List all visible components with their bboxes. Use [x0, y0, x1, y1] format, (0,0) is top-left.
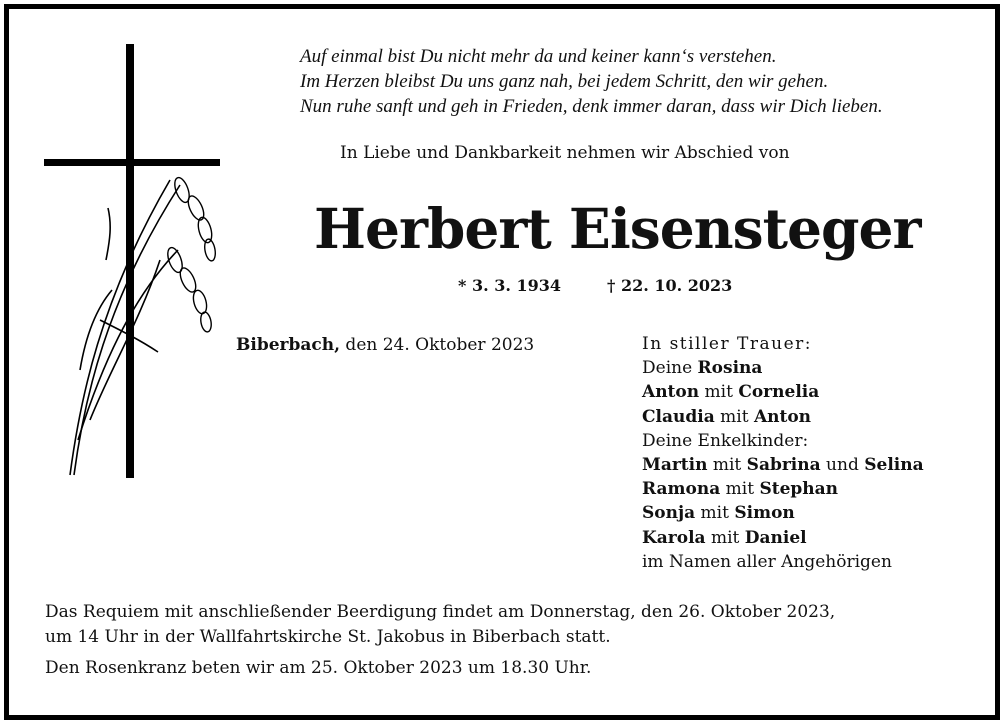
text: mit: [714, 406, 754, 427]
mourner-name: Stephan: [759, 479, 839, 500]
mourners-list: [642, 332, 924, 574]
text: und: [820, 455, 865, 476]
mourner-line: im Namen aller Angehörigen: [642, 551, 892, 572]
mourners-heading: In stiller Trauer:: [642, 334, 812, 354]
poem: [300, 44, 883, 119]
rosary-notice: Den Rosenkranz beten wir am 25. Oktober 2023 um 18.30 Uhr.: [45, 658, 592, 678]
mourner-line: [642, 501, 924, 525]
mourner-name: Anton: [753, 406, 812, 427]
mourner-name: Sonja: [642, 503, 696, 524]
funeral-notice: [45, 600, 835, 649]
mourner-line: [642, 405, 924, 429]
poem-line: Im Herzen bleibst Du uns ganz nah, bei jedem Schritt, den wir gehen.: [300, 71, 829, 92]
notice-line: Das Requiem mit anschließender Beerdigung findet am Donnerstag, den 26. Oktober 2023,: [45, 602, 836, 622]
text: mit: [720, 479, 760, 500]
mourner-line: [642, 453, 924, 477]
mourner-name: Claudia: [642, 406, 715, 427]
mourner-name: Karola: [642, 527, 706, 548]
mourner-line: [642, 477, 924, 501]
poem-line: Nun ruhe sanft und geh in Frieden, denk immer daran, dass wir Dich lieben.: [300, 96, 883, 117]
deceased-name: Herbert Eisensteger: [314, 196, 921, 261]
mourner-name: Cornelia: [738, 382, 820, 403]
mourner-line: [642, 526, 924, 550]
mourner-name: Anton: [642, 382, 700, 403]
mourner-name: Simon: [734, 503, 795, 524]
mourner-line: Deine Enkelkinder:: [642, 430, 809, 451]
mourner-name: Martin: [642, 455, 708, 476]
mourner-line: [642, 356, 924, 380]
notice-line: um 14 Uhr in der Wallfahrtskirche St. Jakobus in Biberbach statt.: [45, 626, 611, 647]
place: Biberbach,: [236, 335, 341, 355]
mourner-line: [642, 380, 924, 404]
text: Deine: [642, 358, 698, 379]
mourner-name: Sabrina: [746, 455, 821, 476]
cross-with-grain-icon: [40, 40, 230, 485]
death-date: † 22. 10. 2023: [607, 276, 733, 295]
text: mit: [705, 527, 745, 548]
date: den 24. Oktober 2023: [340, 335, 535, 355]
mourner-name: Daniel: [744, 527, 807, 548]
mourner-name: Selina: [864, 455, 924, 476]
poem-line: Auf einmal bist Du nicht mehr da und keiner kann‘s verstehen.: [300, 46, 777, 67]
text: mit: [699, 382, 739, 403]
mourner-name: Ramona: [642, 479, 721, 500]
text: mit: [707, 455, 747, 476]
farewell-intro: In Liebe und Dankbarkeit nehmen wir Abschied von: [340, 143, 790, 163]
birth-date: * 3. 3. 1934: [458, 276, 562, 295]
place-date: [236, 335, 534, 355]
text: mit: [695, 503, 735, 524]
mourner-name: Rosina: [697, 358, 763, 379]
